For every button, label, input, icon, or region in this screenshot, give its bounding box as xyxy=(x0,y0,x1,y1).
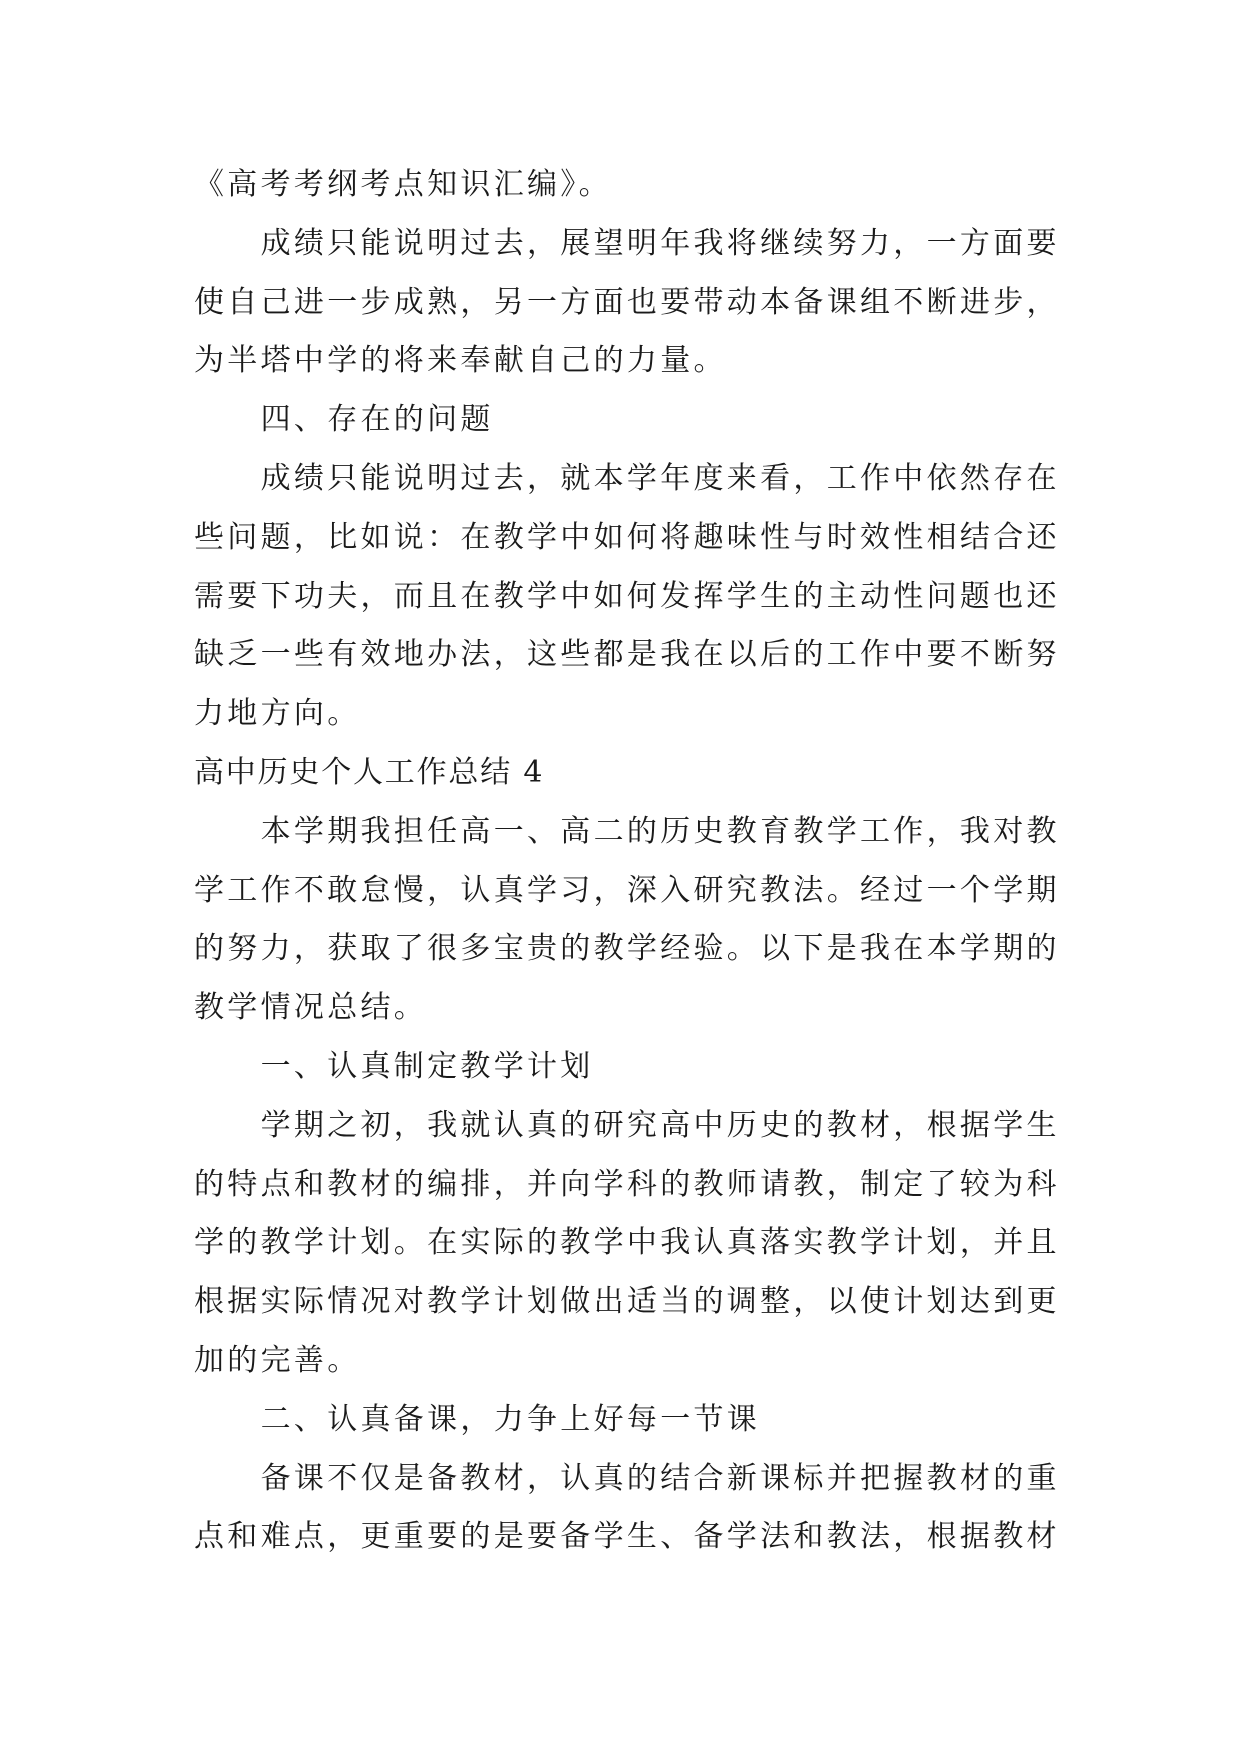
paragraph-line: 成绩只能说明过去，展望明年我将继续努力，一方面要 xyxy=(260,225,1060,261)
paragraph-line: 使自己进一步成熟，另一方面也要带动本备课组不断进步， xyxy=(194,284,1060,320)
paragraph xyxy=(194,450,1094,744)
paragraph-line: 本学期我担任高一、高二的历史教育教学工作，我对教 xyxy=(260,813,1060,849)
paragraph-line: 学工作不敢怠慢，认真学习，深入研究教法。经过一个学期 xyxy=(194,872,1060,908)
paragraph-line: 的努力，获取了很多宝贵的教学经验。以下是我在本学期的 xyxy=(194,931,1060,967)
paragraph-line: 为半塔中学的将来奉献自己的力量。 xyxy=(194,343,727,379)
paragraph-line: 学的教学计划。在实际的教学中我认真落实教学计划，并且 xyxy=(194,1225,1060,1261)
paragraph-line: 成绩只能说明过去，就本学年度来看，工作中依然存在 xyxy=(260,460,1060,496)
paragraph-line: 些问题，比如说：在教学中如何将趣味性与时效性相结合还 xyxy=(194,519,1060,555)
document-title-text: 高中历史个人工作总结 4 xyxy=(194,754,545,790)
section-heading xyxy=(194,1038,1094,1097)
paragraph-line: 备课不仅是备教材，认真的结合新课标并把握教材的重 xyxy=(260,1460,1060,1496)
paragraph-line: 的特点和教材的编排，并向学科的教师请教，制定了较为科 xyxy=(194,1166,1060,1202)
paragraph xyxy=(194,1450,1094,1568)
paragraph-continuation xyxy=(194,156,1094,215)
paragraph-line: 《高考考纲考点知识汇编》。 xyxy=(194,167,612,202)
paragraph-line: 需要下功夫，而且在教学中如何发挥学生的主动性问题也还 xyxy=(194,578,1060,614)
paragraph-line: 缺乏一些有效地办法，这些都是我在以后的工作中要不断努 xyxy=(194,637,1060,673)
paragraph-line: 根据实际情况对教学计划做出适当的调整，以使计划达到更 xyxy=(194,1284,1060,1320)
paragraph-line: 教学情况总结。 xyxy=(194,990,428,1026)
paragraph xyxy=(194,215,1094,391)
document-body xyxy=(194,156,1094,1567)
section-heading-text: 二、认真备课，力争上好每一节课 xyxy=(260,1401,761,1437)
paragraph-line: 点和难点，更重要的是要备学生、备学法和教法，根据教材 xyxy=(194,1519,1060,1555)
section-heading xyxy=(194,1391,1094,1450)
paragraph-line: 加的完善。 xyxy=(194,1342,361,1378)
paragraph xyxy=(194,1097,1094,1391)
paragraph-line: 力地方向。 xyxy=(194,696,361,732)
paragraph xyxy=(194,803,1094,1038)
section-heading-text: 一、认真制定教学计划 xyxy=(260,1048,594,1084)
paragraph-line: 学期之初，我就认真的研究高中历史的教材，根据学生 xyxy=(260,1107,1060,1143)
section-heading-text: 四、存在的问题 xyxy=(260,402,494,438)
section-heading xyxy=(194,391,1094,450)
document-title xyxy=(194,744,1094,803)
